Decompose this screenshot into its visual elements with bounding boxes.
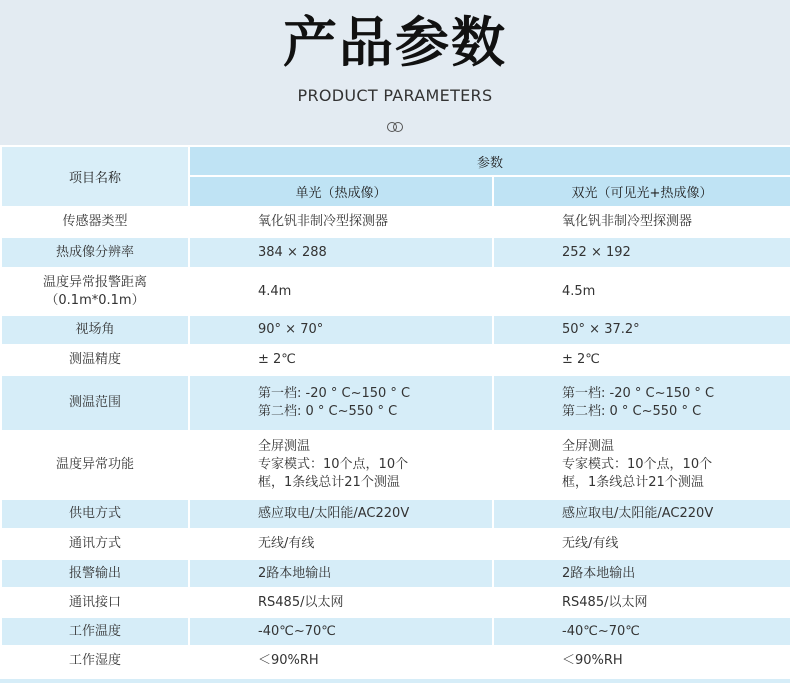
row-label: 热成像分辨率 (1, 237, 189, 268)
single-light-value: 氧化钒非制冷型探测器 (189, 207, 493, 237)
dual-light-header: 双光（可见光+热成像） (493, 176, 790, 207)
parameters-group-header: 参数 (189, 146, 790, 176)
single-light-value: 90° × 70° (189, 315, 493, 345)
dual-light-value: 50° × 37.2° (493, 315, 790, 345)
row-label: 视场角 (1, 315, 189, 345)
single-light-value: 384 × 288 (189, 237, 493, 268)
single-light-value: 第一档: -20 ° C~150 ° C 第二档: 0 ° C~550 ° C (189, 375, 493, 431)
dual-light-value: 全屏测温 专家模式：10个点，10个 框，1条线总计21个测温 (493, 431, 790, 499)
row-label: 温度异常报警距离 （0.1m*0.1m） (1, 268, 189, 315)
row-label: 通讯方式 (1, 529, 189, 559)
row-label: 温度异常功能 (1, 431, 189, 499)
bottom-border (0, 679, 790, 683)
table-row (1, 499, 790, 529)
dual-light-value: -40℃~70℃ (493, 617, 790, 646)
single-light-value: 感应取电/太阳能/AC220V (189, 499, 493, 529)
single-light-value: 全屏测温 专家模式：10个点，10个 框，1条线总计21个测温 (189, 431, 493, 499)
dual-light-value: 252 × 192 (493, 237, 790, 268)
row-label: 供电方式 (1, 499, 189, 529)
table-row (1, 431, 790, 499)
dual-light-value: 感应取电/太阳能/AC220V (493, 499, 790, 529)
single-light-value: -40℃~70℃ (189, 617, 493, 646)
table-row (1, 237, 790, 268)
dual-light-value: 无线/有线 (493, 529, 790, 559)
dual-light-value: 2路本地输出 (493, 559, 790, 588)
row-label: 工作湿度 (1, 646, 189, 675)
row-label: 测温精度 (1, 345, 189, 375)
single-light-value: ＜90%RH (189, 646, 493, 675)
table-row (1, 315, 790, 345)
table-row (1, 268, 790, 315)
row-label: 传感器类型 (1, 207, 189, 237)
table-row (1, 588, 790, 617)
table-row (1, 529, 790, 559)
table-row (1, 375, 790, 431)
dual-light-value: ＜90%RH (493, 646, 790, 675)
dual-light-value: 4.5m (493, 268, 790, 315)
dual-light-value: ± 2℃ (493, 345, 790, 375)
row-label: 报警输出 (1, 559, 189, 588)
table-row (1, 207, 790, 237)
single-light-value: 2路本地输出 (189, 559, 493, 588)
table-row (1, 646, 790, 675)
single-light-header: 单光（热成像） (189, 176, 493, 207)
table-row (1, 559, 790, 588)
single-light-value: ± 2℃ (189, 345, 493, 375)
parameters-table (0, 145, 790, 676)
row-label: 通讯接口 (1, 588, 189, 617)
single-light-value: 4.4m (189, 268, 493, 315)
table-row (1, 345, 790, 375)
table-row (1, 617, 790, 646)
dual-light-value: 氧化钒非制冷型探测器 (493, 207, 790, 237)
dual-light-value: RS485/以太网 (493, 588, 790, 617)
page-subtitle: PRODUCT PARAMETERS (297, 86, 493, 105)
single-light-value: 无线/有线 (189, 529, 493, 559)
rings-icon (385, 122, 405, 134)
page-title: 产品参数 (283, 11, 507, 74)
row-label: 测温范围 (1, 375, 189, 431)
dual-light-value: 第一档: -20 ° C~150 ° C 第二档: 0 ° C~550 ° C (493, 375, 790, 431)
single-light-value: RS485/以太网 (189, 588, 493, 617)
table-body (1, 207, 790, 675)
row-label: 工作温度 (1, 617, 189, 646)
item-name-header: 项目名称 (1, 146, 189, 207)
